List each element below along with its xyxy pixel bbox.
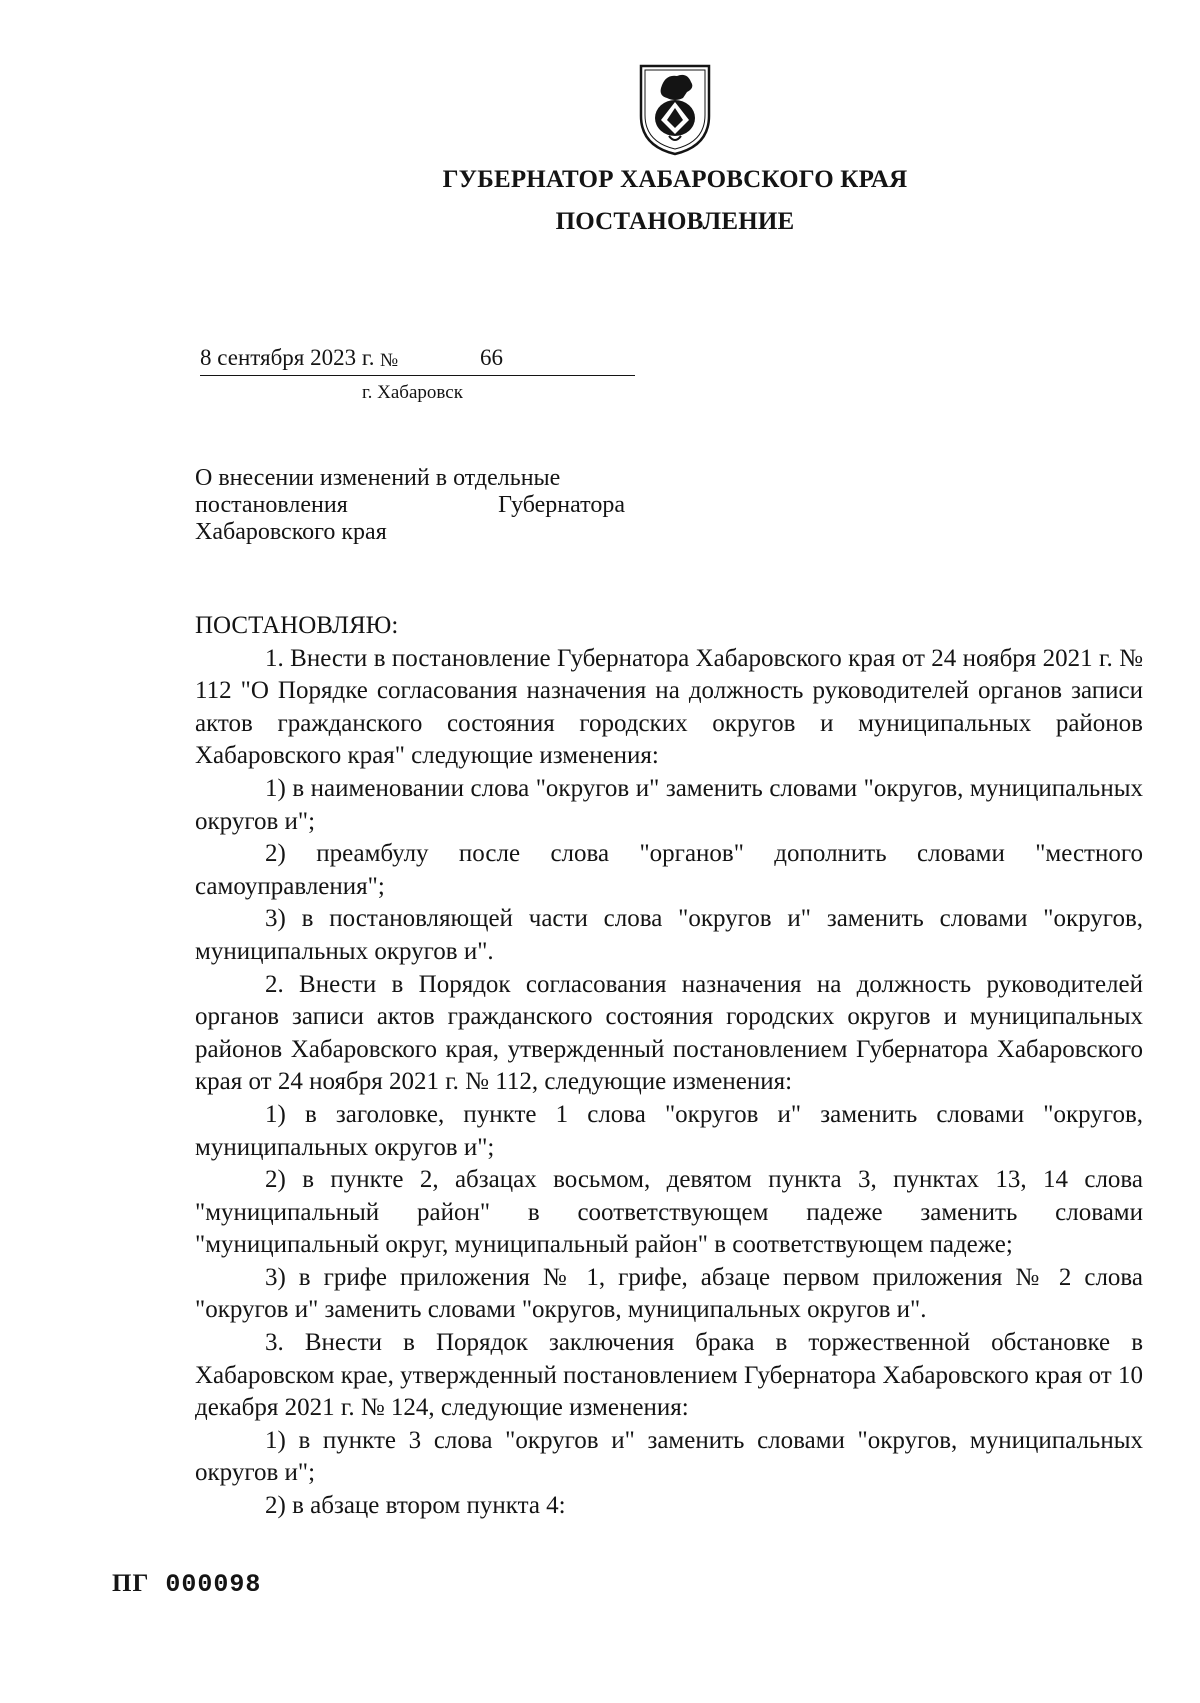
- body-paragraph: 2. Внести в Порядок согласования назначения на должность руководителей органов записи актов гражданского состояния городских округов и муниципальных районов Хабаровского края, утвержденный постановлением Губернатора Хабаровского края от 24 ноября 2021 г. № 112, следующие изменения:: [195, 970, 1143, 1096]
- form-serial-number: [112, 1570, 261, 1599]
- document-type-title: ПОСТАНОВЛЕНИЕ: [555, 208, 795, 235]
- body-paragraph: 3) в постановляющей части слова "округов и" заменить словами "округов, муниципальных округов и".: [195, 905, 1143, 965]
- subject-line: Хабаровского края: [195, 519, 387, 545]
- form-series: ПГ: [112, 1570, 150, 1597]
- document-subject: [195, 465, 625, 546]
- body-paragraph: 2) в пункте 2, абзацах восьмом, девятом пункта 3, пунктах 13, 14 слова "муниципальный район" в соответствующем падеже заменить словами "муниципальный округ, муниципальный район" в соответствующем падеже;: [195, 1166, 1143, 1259]
- subject-line: постановления Губернатора: [195, 492, 625, 518]
- body-paragraph: 2) в абзаце втором пункта 4:: [265, 1492, 566, 1520]
- authority-title: ГУБЕРНАТОР ХАБАРОВСКОГО КРАЯ: [442, 166, 908, 193]
- document-body: [195, 610, 1143, 1523]
- city-label: г. Хабаровск: [362, 382, 463, 403]
- number-sign: №: [380, 350, 399, 371]
- body-paragraph: 3. Внести в Порядок заключения брака в торжественной обстановке в Хабаровском крае, утвержденный постановлением Губернатора Хабаровского края от 10 декабря 2021 г. № 124, следующие изменения:: [195, 1329, 1143, 1422]
- body-paragraph: 3) в грифе приложения № 1, грифе, абзаце первом приложения № 2 слова "округов и" заменить словами "округов, муниципальных округов и".: [195, 1263, 1143, 1324]
- form-serial: 000098: [165, 1570, 262, 1599]
- body-paragraph: 1. Внести в постановление Губернатора Хабаровского края от 24 ноября 2021 г. № 112 "О Порядке согласования назначения на должность руководителей органов записи актов гражданского состояния городских округов и муниципальных районов Хабаровского края" следующие изменения:: [195, 644, 1143, 770]
- resolve-heading: ПОСТАНОВЛЯЮ:: [195, 612, 399, 639]
- body-paragraph: 1) в наименовании слова "округов и" заменить словами "округов, муниципальных округов и";: [195, 774, 1143, 835]
- body-paragraph: 2) преамбулу после слова "органов" дополнить словами "местного самоуправления";: [195, 840, 1143, 900]
- document-number: 66: [480, 345, 503, 370]
- date-number-line: [200, 345, 635, 376]
- body-paragraph: 1) в пункте 3 слова "округов и" заменить словами "округов, муниципальных округов и";: [195, 1426, 1143, 1487]
- subject-line: О внесении изменений в отдельные: [195, 465, 561, 491]
- body-paragraph: 1) в заголовке, пункте 1 слова "округов и" заменить словами "округов, муниципальных округов и";: [195, 1100, 1143, 1161]
- document-date: 8 сентября 2023 г.: [200, 345, 375, 370]
- coat-of-arms-icon: [635, 58, 715, 158]
